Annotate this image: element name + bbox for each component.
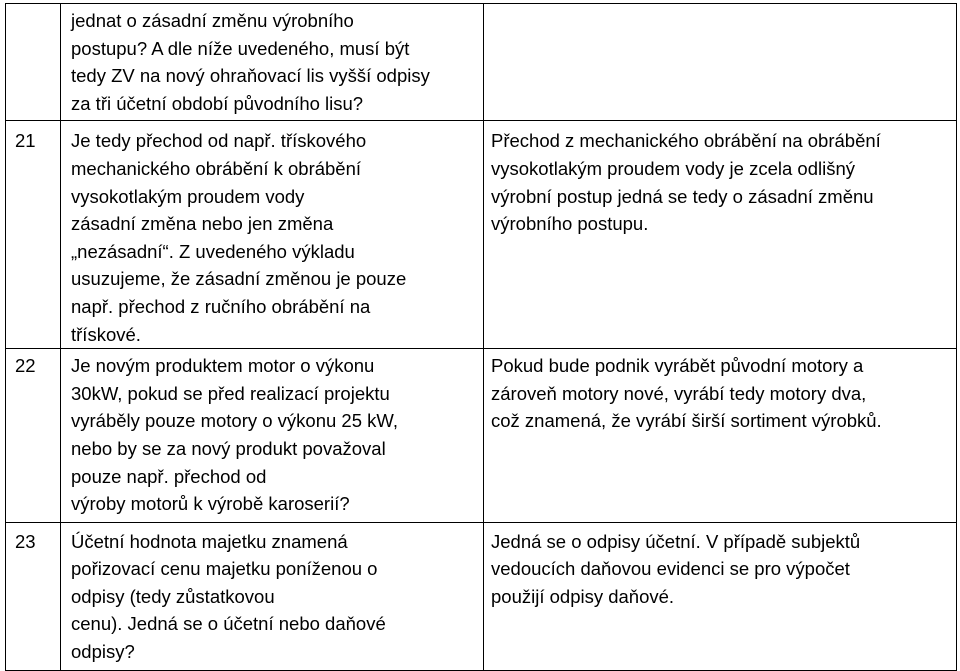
- table-row: [6, 349, 957, 523]
- question-line: třískové.: [71, 323, 141, 345]
- answer-line: vedoucích daňovou evidenci se pro výpočet: [491, 558, 850, 580]
- question-line: Je novým produktem motor o výkonu: [71, 355, 375, 377]
- question-cell: [61, 4, 484, 121]
- answer-cell: [484, 4, 957, 121]
- question-line: odpisy?: [71, 641, 135, 663]
- row-number: [6, 4, 61, 121]
- qa-table: [5, 3, 957, 671]
- question-cell: [61, 349, 484, 523]
- question-line: Účetní hodnota majetku znamená: [71, 530, 348, 552]
- answer-line: použijí odpisy daňové.: [491, 585, 675, 607]
- question-line: jednat o zásadní změnu výrobního: [71, 10, 354, 31]
- question-line: usuzujeme, že zásadní změnou je pouze: [71, 268, 407, 290]
- answer-cell: [484, 349, 957, 523]
- row-number: 23: [6, 522, 61, 670]
- question-line: odpisy (tedy zůstatkovou: [71, 585, 275, 607]
- table-row: [6, 121, 957, 349]
- answer-cell: [484, 121, 957, 349]
- answer-line: Pokud bude podnik vyrábět původní motory a: [491, 355, 864, 377]
- question-line: za tři účetní období původního lisu?: [71, 92, 364, 114]
- question-cell: [61, 121, 484, 349]
- question-line: výroby motorů k výrobě karoserií?: [71, 493, 350, 515]
- question-line: Je tedy přechod od např. třískového: [71, 130, 367, 152]
- answer-line: zároveň motory nové, vyrábí tedy motory dva,: [491, 382, 867, 404]
- row-number: 21: [6, 121, 61, 349]
- question-line: vysokotlakým proudem vody: [71, 185, 305, 207]
- answer-cell: [484, 522, 957, 670]
- question-line: postupu? A dle níže uvedeného, musí být: [71, 37, 410, 59]
- answer-line: výrobního postupu.: [491, 213, 649, 235]
- answer-line: což znamená, že vyrábí širší sortiment výrobků.: [491, 410, 882, 432]
- question-line: zásadní změna nebo jen změna: [71, 213, 334, 235]
- question-line: tedy ZV na nový ohraňovací lis vyšší odpisy: [71, 65, 430, 87]
- question-line: nebo by se za nový produkt považoval: [71, 437, 386, 459]
- question-cell: [61, 522, 484, 670]
- question-line: pouze např. přechod od: [71, 465, 267, 487]
- table-row: [6, 4, 957, 121]
- question-line: vyráběly pouze motory o výkonu 25 kW,: [71, 410, 398, 432]
- answer-line: Jedná se o odpisy účetní. V případě subjektů: [491, 530, 861, 552]
- question-line: 30kW, pokud se před realizací projektu: [71, 382, 390, 404]
- answer-line: výrobní postup jedná se tedy o zásadní změnu: [491, 185, 874, 207]
- question-line: „nezásadní“. Z uvedeného výkladu: [71, 240, 355, 262]
- answer-line: Přechod z mechanického obrábění na obrábění: [491, 130, 881, 152]
- row-number: 22: [6, 349, 61, 523]
- question-line: např. přechod z ručního obrábění na: [71, 295, 371, 317]
- answer-line: vysokotlakým proudem vody je zcela odlišný: [491, 157, 855, 179]
- question-line: cenu). Jedná se o účetní nebo daňové: [71, 613, 386, 635]
- question-line: pořizovací cenu majetku poníženou o: [71, 558, 378, 580]
- table-row: [6, 522, 957, 670]
- question-line: mechanického obrábění k obrábění: [71, 157, 362, 179]
